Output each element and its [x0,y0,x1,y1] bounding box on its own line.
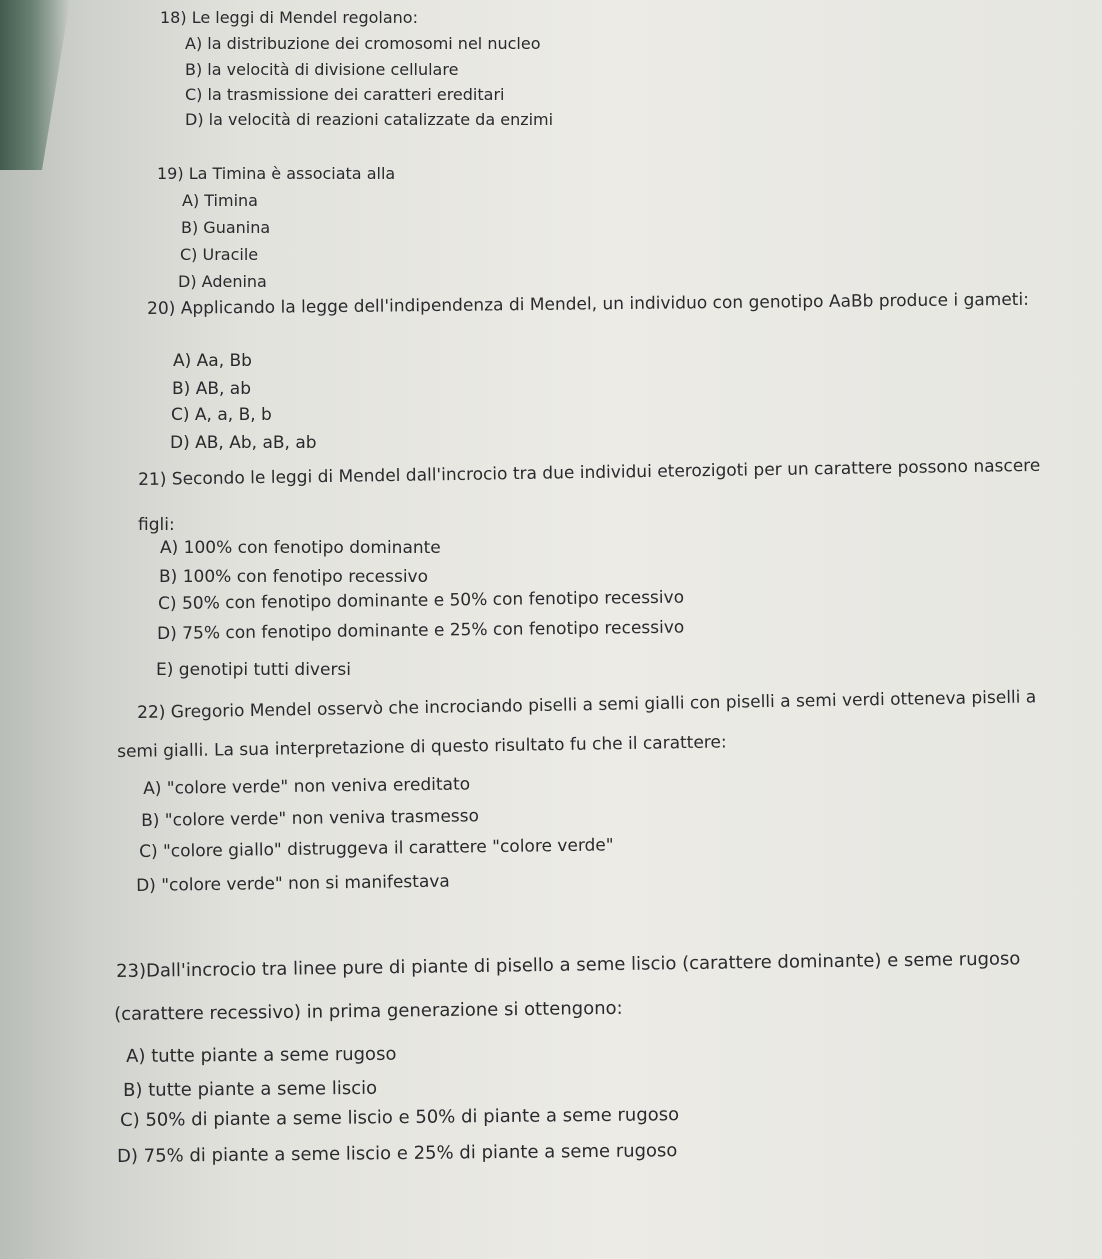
question-19-option-a: A) Timina [182,191,258,210]
question-21-option-c: C) 50% con fenotipo dominante e 50% con fenotipo recessivo [158,587,685,614]
question-18-option-c: C) la trasmissione dei caratteri ereditari [185,85,505,104]
question-23-option-d: D) 75% di piante a seme liscio e 25% di piante a seme rugoso [117,1140,678,1167]
question-18-option-b: B) la velocità di divisione cellulare [185,60,459,79]
question-21-option-e: E) genotipi tutti diversi [156,660,352,680]
question-22-option-b: B) "colore verde" non veniva trasmesso [141,806,480,831]
question-21-option-d: D) 75% con fenotipo dominante e 25% con fenotipo recessivo [157,617,685,644]
question-18-text: 18) Le leggi di Mendel regolano: [160,8,418,27]
question-20-option-c: C) A, a, B, b [171,405,272,425]
question-20-text: 20) Applicando la legge dell'indipendenza di Mendel, un individuo con genotipo AaBb produce i gameti: [147,289,1029,319]
question-18-option-a: A) la distribuzione dei cromosomi nel nucleo [185,34,541,53]
question-22-option-a: A) "colore verde" non veniva ereditato [143,774,471,799]
question-22-text-line1: 22) Gregorio Mendel osservò che incrociando piselli a semi gialli con piselli a semi verdi otteneva piselli a [137,687,1037,723]
question-19-option-b: B) Guanina [181,218,271,237]
question-19-option-c: C) Uracile [180,245,259,264]
question-21-option-b: B) 100% con fenotipo recessivo [159,567,429,587]
question-19-text: 19) La Timina è associata alla [157,164,396,183]
background-shadow [0,0,70,170]
question-23-option-a: A) tutte piante a seme rugoso [126,1043,397,1067]
question-19-option-d: D) Adenina [178,272,267,291]
question-18-option-d: D) la velocità di reazioni catalizzate da enzimi [185,110,554,129]
question-20-option-b: B) AB, ab [172,379,252,399]
question-22-text-line2: semi gialli. La sua interpretazione di questo risultato fu che il carattere: [117,732,727,762]
question-21-option-a: A) 100% con fenotipo dominante [160,538,441,558]
question-23-text-line1: 23)Dall'incrocio tra linee pure di piante di pisello a seme liscio (carattere dominante) e seme rugoso [116,948,1021,982]
question-22-option-d: D) "colore verde" non si manifestava [136,871,450,896]
question-21-text-line2: figli: [138,515,175,535]
question-23-option-b: B) tutte piante a seme liscio [123,1077,378,1101]
question-22-option-c: C) "colore giallo" distruggeva il carattere "colore verde" [139,835,614,862]
question-23-option-c: C) 50% di piante a seme liscio e 50% di piante a seme rugoso [120,1104,680,1131]
question-20-option-a: A) Aa, Bb [173,351,252,371]
question-20-option-d: D) AB, Ab, aB, ab [170,433,317,453]
question-21-text-line1: 21) Secondo le leggi di Mendel dall'incrocio tra due individui eterozigoti per un carattere possono nascere [138,455,1041,490]
question-23-text-line2: (carattere recessivo) in prima generazione si ottengono: [114,997,623,1025]
